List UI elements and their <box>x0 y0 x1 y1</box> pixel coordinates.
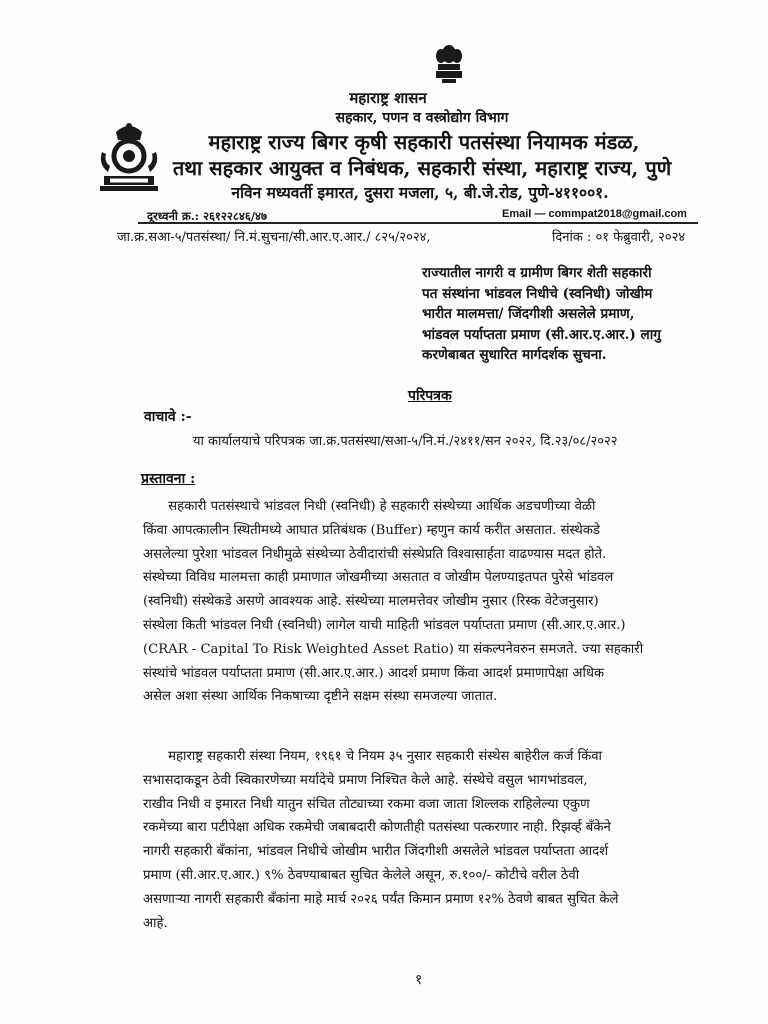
circular-title: परिपत्रक <box>408 388 452 404</box>
paragraph-line: सहकारी पतसंस्थाचे भांडवल निधी (स्वनिधी) हे सहकारी संस्थेच्या आर्थिक अडचणीच्या वेळी <box>143 499 596 514</box>
phone-number: दूरध्वनी क्र.: २६१२२८४६/४७ <box>147 209 267 223</box>
paragraph-line: असणाऱ्या नागरी सहकारी बँकांना माहे मार्च २०२६ पर्यंत किमान प्रमाण १२% ठेवणे बाबत सुचित केले <box>143 891 619 907</box>
paragraph-line: असेल अशा संस्था आर्थिक निकषाच्या दृष्टीने सक्षम संस्था समजल्या जातात. <box>143 689 498 705</box>
subject-line: भारीत मालमत्ता/ जिंदगीशी असलेले प्रमाण, <box>422 306 635 322</box>
paragraph-line: सभासदाकडून ठेवी स्विकारणेच्या मर्यादेचे प्रमाण निश्चित केले आहे. संस्थेचे वसुल भागभांडवल, <box>143 772 588 788</box>
board-name: महाराष्ट्र राज्य बिगर कृषी सहकारी पतसंस्था नियामक मंडळ, <box>208 130 640 154</box>
preamble-heading: प्रस्तावना : <box>141 471 196 487</box>
paragraph-line: (CRAR - Capital To Risk Weighted Asset Ratio) या संकल्पनेवरुन समजते. ज्या सहकारी <box>143 641 644 657</box>
paragraph-line: संस्थेला किती भांडवल निधी (स्वनिधी) लागेल याची माहिती भांडवल पर्याप्तता प्रमाण (सी.आर.ए.आर.) <box>143 617 626 633</box>
paragraph-line: राखीव निधी व इमारत निधी यातुन संचित तोट्याच्या रकमा वजा जाता शिल्लक राहिलेल्या एकुण <box>143 796 590 812</box>
paragraph-line: किंवा आपत्कालीन स्थितीमध्ये आघात प्रतिबंधक (Buffer) म्हणुन कार्य करीत असतात. संस्थेकडे <box>143 522 600 538</box>
paragraph-line: महाराष्ट्र सहकारी संस्था नियम, १९६१ चे नियम ३५ नुसार सहकारी संस्थेस बाहेरील कर्ज किंवा <box>143 749 602 764</box>
read-label: वाचावे :- <box>144 409 192 425</box>
header-divider <box>138 222 698 224</box>
page-number: १ <box>415 972 423 988</box>
paragraph-1 <box>143 495 723 709</box>
subject-line: करणेबाबत सुधारित मार्गदर्शक सुचना. <box>422 347 607 363</box>
paragraph-line: प्रमाण (सी.आर.ए.आर.) ९% ठेवण्याबाबत सुचित केलेले असून, रु.१००/- कोटीचे वरील ठेवी <box>143 867 580 883</box>
paragraph-line: नागरी सहकारी बँकांना, भांडवल निधीचे जोखीम भारीत जिंदगीशी असलेले भांडवल पर्याप्तता आदर्श <box>143 844 609 860</box>
paragraph-2 <box>143 745 723 935</box>
reference-circular: या कार्यालयाचे परिपत्रक जा.क्र.पतसंस्था/सआ-५/नि.मं./२४११/सन २०२२, दि.२३/०८/२०२२ <box>193 434 618 449</box>
commissioner-name: तथा सहकार आयुक्त व निबंधक, सहकारी संस्था, महाराष्ट्र राज्य, पुणे <box>172 156 672 180</box>
ashoka-emblem-icon <box>431 42 467 88</box>
paragraph-line: (स्वनिधी) संस्थेकडे असणे आवश्यक आहे. संस्थेच्या मालमत्तेवर जोखीम नुसार (रिस्क वेटेजनुसार) <box>143 594 599 610</box>
email-address: Email — commpat2018@gmail.com <box>502 208 687 220</box>
paragraph-line: रकमेच्या बारा पटीपेक्षा अधिक रकमेची जबाबदारी कोणतीही पतसंस्था पत्करणार नाही. रिझर्व्ह बँकेने <box>143 820 611 836</box>
subject-line: भांडवल पर्याप्तता प्रमाण (सी.आर.ए.आर.) लागु <box>422 326 661 343</box>
subject-line: पत संस्थांना भांडवल निधीचे (स्वनिधी) जोखीम <box>422 285 653 302</box>
government-name: महाराष्ट्र शासन <box>349 89 427 107</box>
reference-number: जा.क्र.सआ-५/पतसंस्था/ नि.मं.सुचना/सी.आर.ए.आर./ ८२५/२०२४, <box>117 230 431 245</box>
paragraph-line: संस्थेच्या विविध मालमत्ता काही प्रमाणात जोखमीच्या असतात व जोखीम पेलण्याइतपत पुरेसे भांडवल <box>143 570 614 586</box>
subject-line: राज्यातील नागरी व ग्रामीण बिगर शेती सहकारी <box>422 265 652 281</box>
office-address: नविन मध्यवर्ती इमारत, दुसरा मजला, ५, बी.जे.रोड, पुणे-४११००१. <box>231 183 609 202</box>
document-date: दिनांक : ०१ फेब्रुवारी, २०२४ <box>552 230 686 245</box>
paragraph-line: संस्थांचे भांडवल पर्याप्तता प्रमाण (सी.आर.ए.आर.) आदर्श प्रमाण किंवा आदर्श प्रमाणापेक्षा अधिक <box>143 665 605 681</box>
subject-block <box>422 263 722 366</box>
paragraph-line: असलेल्या पुरेशा भांडवल निधीमुळे संस्थेच्या ठेवीदारांची संस्थेप्रति विश्वासार्हता वाढण्यास मदत होते. <box>143 546 607 562</box>
paragraph-line: आहे. <box>143 915 168 931</box>
department-name: सहकार, पणन व वस्त्रोद्योग विभाग <box>335 110 509 126</box>
